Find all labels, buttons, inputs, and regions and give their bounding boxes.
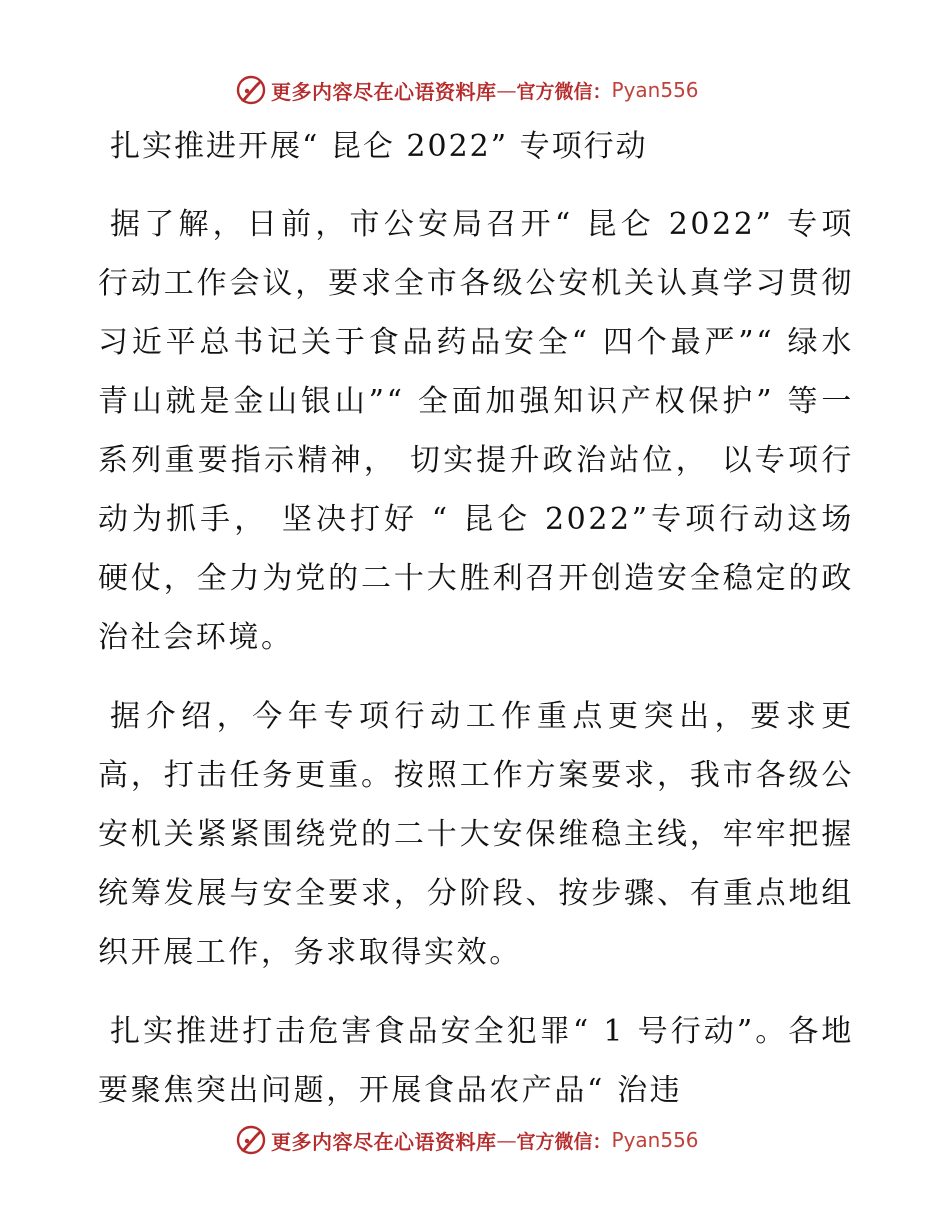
banner-wechat-label: 官方微信：: [516, 1130, 612, 1153]
paragraph-1: 据了解，日前，市公安局召开“ 昆仑 2022” 专项行动工作会议，要求全市各级公安机关认真学习贯彻习近平总书记关于食品药品安全“ 四个最严”“ 绿水青山就是金山银山”“ 全面加强知识产权保护” 等一系列重要指示精神， 切实提升政治站位， 以专项行动为抓手， 坚决打好 “ 昆仑 2022”专项行动这场硬仗，全力为党的二十大胜利召开创造安全稳定的政治社会环境。: [98, 207, 854, 655]
banner-main-text: 更多内容尽在心语资料库: [271, 79, 497, 104]
quill-logo-icon: [235, 1124, 267, 1156]
quill-logo-icon: [235, 74, 267, 106]
paragraph-2: 据介绍，今年专项行动工作重点更突出，要求更高，打击任务更重。按照工作方案要求，我市各级公安机关紧紧围绕党的二十大安保维稳主线，牢牢把握统筹发展与安全要求，分阶段、按步骤、有重点地组织开展工作，务求取得实效。: [98, 699, 854, 970]
document-body: [98, 195, 854, 1140]
banner-separator: —: [496, 1128, 517, 1152]
banner-separator: —: [496, 78, 517, 102]
document-title: 扎实推进开展“ 昆仑 2022” 专项行动: [110, 129, 648, 164]
banner-wechat-label: 官方微信：: [516, 80, 612, 103]
paragraph-3: 扎实推进打击危害食品安全犯罪“ 1 号行动”。各地要聚焦突出问题，开展食品农产品“ 治违: [98, 1014, 854, 1108]
banner-wechat-id: Pyan556: [611, 78, 699, 102]
banner-main-text: 更多内容尽在心语资料库: [271, 1129, 497, 1154]
header-watermark-banner: [235, 72, 699, 108]
footer-watermark-banner: [235, 1122, 699, 1158]
banner-wechat-id: Pyan556: [611, 1128, 699, 1152]
